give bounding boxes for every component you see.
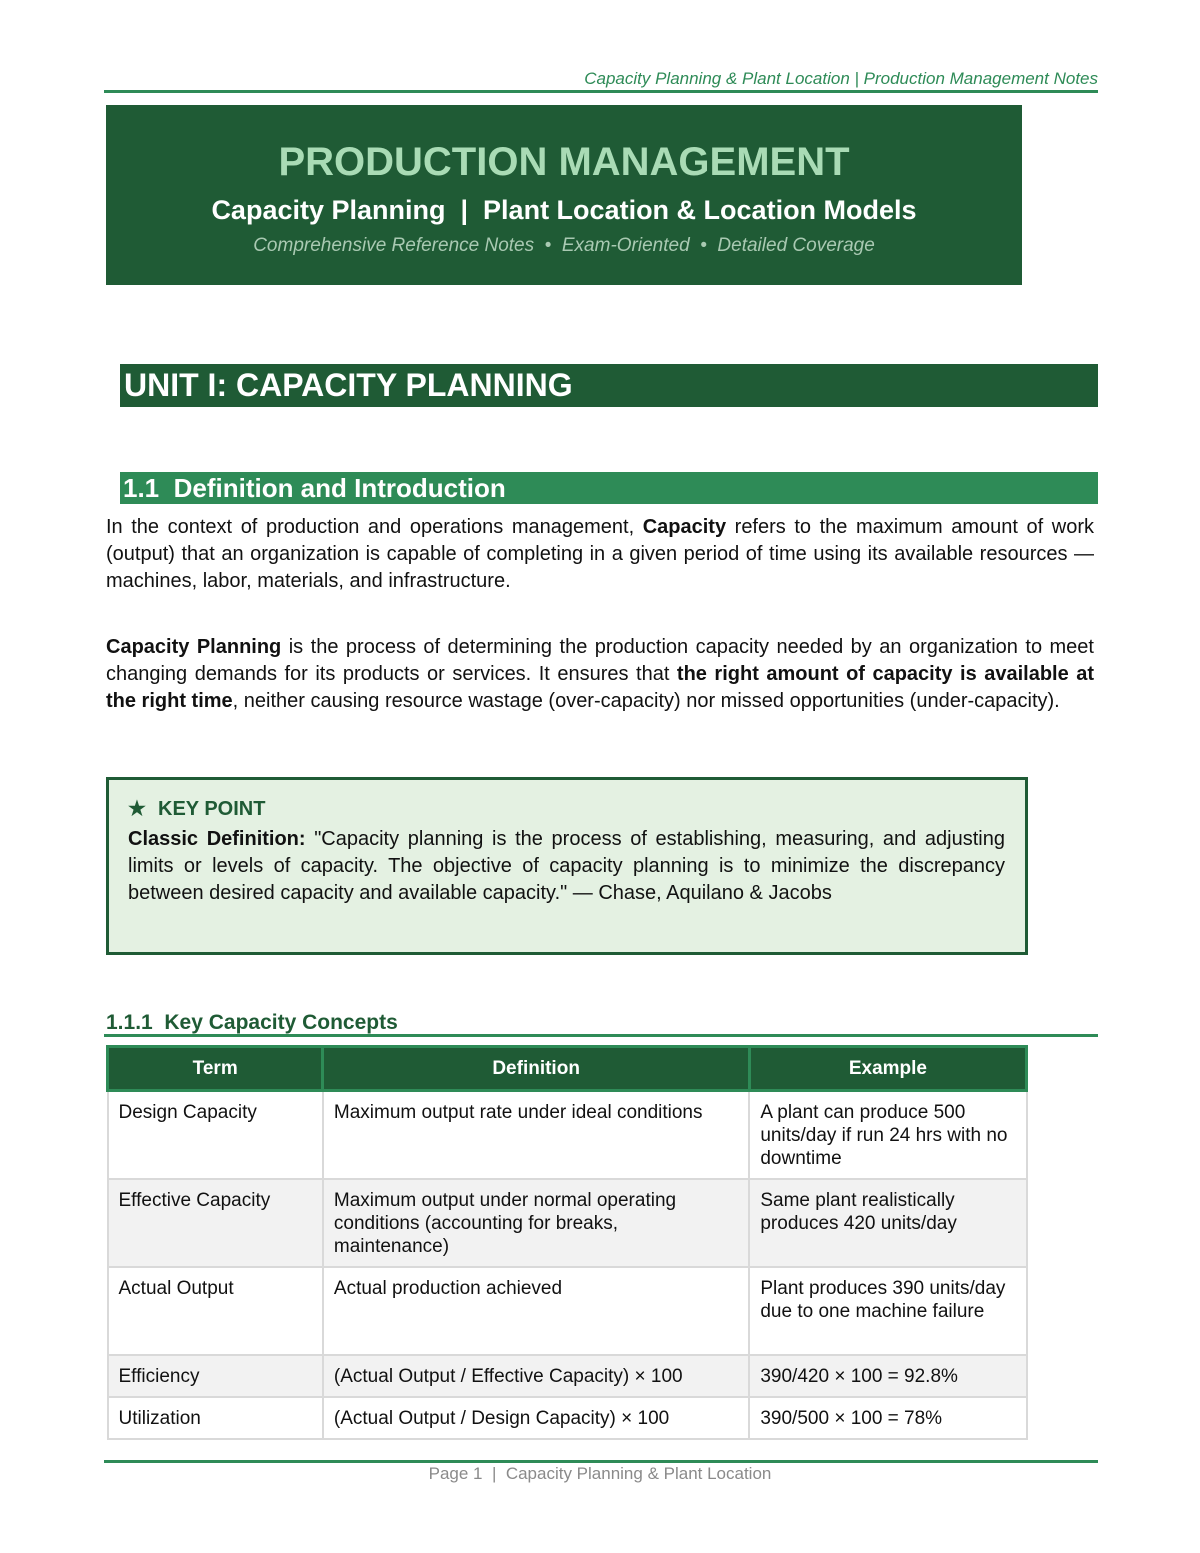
table-cell-term: Design Capacity: [108, 1091, 323, 1180]
paragraph-text: , neither causing resource wastage (over-capacity) nor missed opportunities (under-capacity).: [232, 690, 1060, 712]
paragraph-text: In the context of production and operations management,: [106, 516, 643, 538]
subsection-rule: [104, 1034, 1098, 1037]
table-cell-term: Efficiency: [108, 1355, 323, 1397]
table-cell-definition: (Actual Output / Effective Capacity) × 100: [323, 1355, 749, 1397]
table-header-example: Example: [749, 1047, 1026, 1091]
table-cell-definition: (Actual Output / Design Capacity) × 100: [323, 1397, 749, 1439]
banner-subtitle: Capacity Planning | Plant Location & Location Models: [211, 195, 917, 225]
table-row: [108, 1267, 1027, 1355]
table-cell-term: Utilization: [108, 1397, 323, 1439]
title-banner: [106, 105, 1022, 285]
paragraph-text: refers to the maximum amount of work (output) that an organization is capable of completing in a given period of time using its available resources — machines, labor, materials, and infrastructure.: [106, 516, 1094, 592]
table-cell-example: Same plant realistically produces 420 units/day: [749, 1179, 1026, 1267]
table-header-definition: Definition: [323, 1047, 749, 1091]
page-footer: Page 1 | Capacity Planning & Plant Location: [428, 1464, 772, 1483]
table-cell-example: A plant can produce 500 units/day if run 24 hrs with no downtime: [749, 1091, 1026, 1180]
key-point-body: [128, 826, 1005, 907]
table-cell-example: Plant produces 390 units/day due to one machine failure: [749, 1267, 1026, 1355]
unit-heading: UNIT I: CAPACITY PLANNING: [120, 364, 1098, 407]
paragraph-text: is the process of determining the production capacity needed by an organization to meet changing demands for its products or services. It ensures that: [106, 636, 1094, 685]
table-row: [108, 1179, 1027, 1267]
table-header-term: Term: [108, 1047, 323, 1091]
table-cell-example: 390/420 × 100 = 92.8%: [749, 1355, 1026, 1397]
classic-definition-label: Classic Definition:: [128, 828, 306, 850]
banner-title: PRODUCTION MANAGEMENT: [278, 140, 850, 184]
table-cell-definition: Maximum output rate under ideal conditions: [323, 1091, 749, 1180]
table-cell-definition: Actual production achieved: [323, 1267, 749, 1355]
term-capacity-planning: Capacity Planning: [106, 636, 282, 658]
paragraph-capacity-definition: [106, 514, 1094, 595]
header-rule: [104, 90, 1098, 93]
banner-tagline: Comprehensive Reference Notes • Exam-Oriented • Detailed Coverage: [253, 235, 875, 256]
subsection-heading: 1.1.1 Key Capacity Concepts: [106, 1011, 398, 1034]
running-header: Capacity Planning & Plant Location | Production Management Notes: [584, 69, 1098, 88]
term-capacity: Capacity: [642, 516, 727, 538]
key-point-title: [128, 794, 1005, 824]
star-icon: ★: [128, 798, 146, 820]
table-row: [108, 1397, 1027, 1439]
emphasis-text: the right amount of capacity is available at the right time: [106, 663, 1095, 712]
table-cell-term: Actual Output: [108, 1267, 323, 1355]
paragraph-capacity-planning: [106, 634, 1094, 715]
table-cell-term: Effective Capacity: [108, 1179, 323, 1267]
table-header-row: [108, 1047, 1027, 1091]
table-cell-example: 390/500 × 100 = 78%: [749, 1397, 1026, 1439]
table-row: [108, 1091, 1027, 1180]
capacity-concepts-table: [106, 1045, 1028, 1440]
key-point-box: [106, 777, 1028, 955]
table-row: [108, 1355, 1027, 1397]
key-point-label: KEY POINT: [158, 798, 266, 820]
section-heading: 1.1 Definition and Introduction: [120, 472, 1098, 504]
classic-definition-text: "Capacity planning is the process of establishing, measuring, and adjusting limits or levels of capacity. The objective of capacity planning is to minimize the discrepancy between desired capacity and available capacity." — Chase, Aquilano & Jacobs: [128, 828, 1005, 904]
table-cell-definition: Maximum output under normal operating conditions (accounting for breaks, maintenance): [323, 1179, 749, 1267]
